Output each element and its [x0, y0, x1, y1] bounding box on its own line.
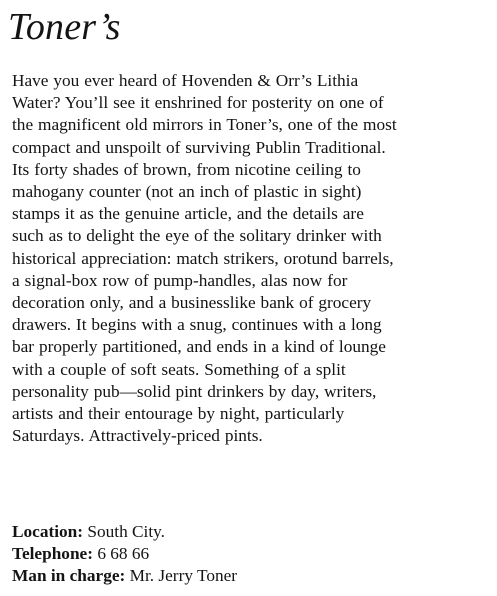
body-line: such as to delight the eye of the solitary drinker with: [12, 226, 382, 246]
body-line: decoration only, and a businesslike bank of grocery: [12, 293, 372, 313]
location-row: [12, 521, 237, 543]
page-title: Toner’s: [8, 6, 121, 48]
body-line: drawers. It begins with a snug, continues with a long: [12, 315, 382, 335]
telephone-value: 6 68 66: [97, 544, 150, 564]
body-line: personality pub—solid pint drinkers by day, writers,: [12, 381, 377, 401]
body-line: a signal-box row of pump-handles, alas now for: [12, 270, 348, 290]
location-label: Location:: [12, 522, 84, 541]
body-line: Its forty shades of brown, from nicotine ceiling to: [12, 159, 361, 179]
body-line: stamps it as the genuine article, and the details are: [12, 204, 364, 224]
body-line: Water? You’ll see it enshrined for posterity on one of: [12, 93, 384, 113]
location-value: South City.: [87, 522, 165, 541]
body-line: with a couple of soft seats. Something of a split: [12, 359, 346, 379]
body-paragraph: [12, 70, 496, 447]
body-line: artists and their entourage by night, particularly: [12, 404, 345, 424]
body-line: mahogany counter (not an inch of plastic in sight): [12, 182, 362, 202]
body-line: historical appreciation: match strikers, orotund barrels,: [12, 248, 394, 268]
telephone-row: [12, 543, 237, 565]
body-line: Saturdays. Attractively-priced pints.: [12, 426, 263, 446]
body-line: the magnificent old mirrors in Toner’s, one of the most: [12, 115, 397, 135]
body-line: bar properly partitioned, and ends in a kind of lounge: [12, 337, 386, 357]
telephone-label: Telephone:: [12, 544, 93, 564]
body-line: Have you ever heard of Hovenden & Orr’s Lithia: [12, 71, 359, 90]
man-in-charge-value: Mr. Jerry Toner: [129, 566, 238, 586]
body-line: compact and unspoilt of surviving Publin Traditional.: [12, 137, 386, 157]
man-in-charge-row: [12, 565, 237, 587]
man-in-charge-label: Man in charge:: [12, 566, 126, 586]
pub-details: [12, 521, 237, 588]
